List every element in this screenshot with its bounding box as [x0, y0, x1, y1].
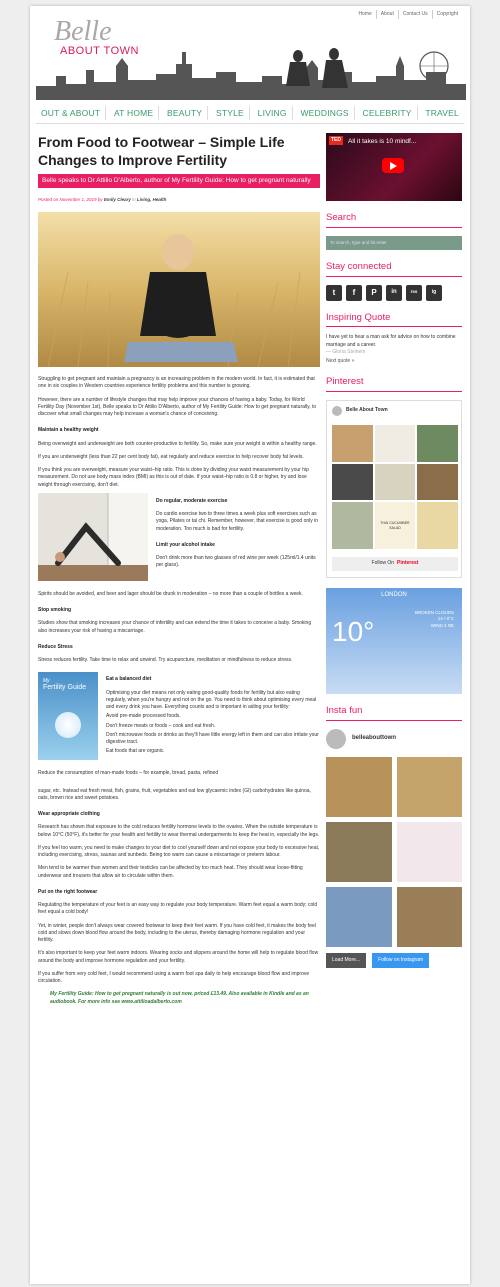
paragraph: If you feel too warm, you need to make changes to your diet to cool yourself down and not expose your body to excessive heat, including exercising, stress, saunas and sunbeds. Being too warm can cause a miscarriage or preterm labour.: [38, 844, 320, 859]
search-title: Search: [326, 211, 462, 228]
top-link-contact[interactable]: Contact Us: [398, 10, 432, 19]
page: [30, 6, 470, 1284]
paragraph: Don't drink more than two glasses of red wine per week (125ml/1.4 units per glass).: [156, 555, 316, 569]
paragraph: Research has shown that exposure to the cold reduces fertility hormone levels to the ovaries. When the outside temperature is below 10°C (50°F), it's better for your health and fertility to wear thermal undergarments to keep the heat in, especially the legs.: [38, 824, 320, 838]
nav-at-home[interactable]: AT HOME: [109, 106, 159, 120]
paragraph: If you are underweight (less than 22 per cent body fat), eat regularly and reduce exercise to help recover body fat levels.: [38, 453, 304, 460]
weather-widget: [326, 588, 462, 694]
paragraph: Regulating the temperature of your feet is an easy way to regulate your body temperature. Warm feet equal a warm body; cold feet equal a cold body!: [38, 902, 318, 916]
avatar: [332, 406, 342, 416]
nav-living[interactable]: LIVING: [253, 106, 293, 120]
play-icon[interactable]: [382, 158, 404, 173]
paragraph: Men tend to be warmer than women and their testicles can be affected by too much heat. They should wear loose-fitting underwear and trousers that allow air to circulate within them.: [38, 865, 303, 879]
pinterest-brand: Pinterest: [397, 560, 419, 567]
social-links: [326, 285, 462, 301]
stay-connected-title: Stay connected: [326, 260, 462, 277]
article-body: [38, 376, 320, 1006]
pin-thumbnail[interactable]: [417, 425, 458, 462]
instagram-icon[interactable]: ig: [426, 285, 442, 301]
top-link-copyright[interactable]: Copyright: [432, 10, 462, 19]
paragraph: sugar, etc. Instead eat fresh meat, fish, grains, fruit, vegetables and eat low glycaemic index (GI) carbohydrates like quinoa, oats, brown rice and sweet potatoes.: [38, 787, 311, 801]
section-heading: Put on the right footwear: [38, 888, 98, 895]
yoga-pose-image: [38, 493, 148, 581]
paragraph: Being overweight and underweight are both counter-productive to fertility. So, make sure your weight is within a healthy range.: [38, 440, 317, 447]
section-heading: Stop smoking: [38, 607, 72, 614]
pin-thumbnail[interactable]: [332, 464, 373, 501]
logo-belle-text: Belle: [54, 16, 112, 47]
top-link-about[interactable]: About: [376, 10, 398, 19]
meta-in: in: [132, 197, 136, 203]
book-cover-title: My: [43, 678, 50, 685]
search-input[interactable]: To search, type and hit enter: [326, 236, 462, 250]
pinterest-account-name: Belle About Town: [346, 407, 388, 414]
paragraph: Do cardio exercise two to three times a week plus soft exercises such as yoga, Pilates or tai chi. Remember, however, that exercise is good only in moderation. Too much is bad for fertility.: [156, 511, 319, 532]
list-item: • Eat foods that are organic.: [58, 748, 320, 755]
youtube-video-embed[interactable]: [326, 133, 462, 201]
book-cover-image: [38, 672, 98, 760]
pin-thumbnail[interactable]: [417, 502, 458, 549]
pin-thumbnail[interactable]: [375, 464, 416, 501]
site-logo[interactable]: [54, 18, 174, 60]
section-heading: Eat a balanced diet: [106, 676, 152, 683]
book-promo[interactable]: My Fertility Guide: How to get pregnant naturally is out now, priced £13.49. Also available in Kindle and as an audiobook. For more info see www.attilioadalberto.com: [50, 991, 309, 1005]
quote-author: — Gloria Steinem: [326, 348, 366, 355]
nav-out-about[interactable]: OUT & ABOUT: [36, 106, 106, 120]
instagram-buttons: [326, 953, 462, 968]
pin-thumbnail[interactable]: [417, 464, 458, 501]
insta-photo[interactable]: [397, 757, 463, 817]
weather-cond-line: 14 / 8°C: [437, 616, 454, 622]
nav-travel[interactable]: TRAVEL: [425, 107, 459, 118]
pinterest-pin-grid: [332, 425, 458, 549]
pin-thumbnail[interactable]: THAI CUCUMBER SALAD: [375, 502, 416, 549]
hero-image-pregnant-woman: [38, 212, 320, 367]
pinterest-icon[interactable]: P: [366, 285, 382, 301]
next-quote-link[interactable]: Next quote »: [326, 358, 355, 365]
weather-temp: 10°: [332, 616, 375, 648]
insta-photo[interactable]: [326, 822, 392, 882]
instagram-grid: [326, 757, 462, 947]
linkedin-icon[interactable]: in: [386, 285, 402, 301]
article-title: From Food to Footwear – Simple Life Changes to Improve Fertility: [38, 134, 285, 168]
list-item: • Avoid pre-made processed foods.: [58, 713, 320, 720]
weather-city: LONDON: [381, 592, 407, 599]
main-nav: [36, 102, 464, 124]
nav-style[interactable]: STYLE: [211, 106, 250, 120]
list-item: • Don't freeze meats or foods – cook and eat fresh.: [58, 723, 320, 730]
pin-thumbnail[interactable]: [375, 425, 416, 462]
twitter-icon[interactable]: t: [326, 285, 342, 301]
weather-cond-line: BROKEN CLOUDS: [414, 610, 454, 616]
follow-on-label: Follow On: [371, 560, 395, 567]
paragraph: Studies show that smoking increases your chance of infertility and can extend the time it takes to conceive a baby. Smoking also increases your risk of having a miscarriage.: [38, 620, 312, 634]
insta-photo[interactable]: [397, 822, 463, 882]
pinterest-widget: [326, 400, 462, 578]
insta-photo[interactable]: [326, 757, 392, 817]
load-more-button[interactable]: Load More...: [326, 953, 366, 968]
category-link[interactable]: Living, Health: [136, 197, 167, 203]
insta-fun-title: Insta fun: [326, 704, 462, 721]
book-cover-title: Fertility Guide: [43, 684, 87, 692]
section-heading: Reduce Stress: [38, 643, 73, 650]
article-meta: [38, 197, 320, 204]
top-link-home[interactable]: Home: [358, 11, 372, 17]
pin-thumbnail[interactable]: [332, 502, 373, 549]
top-links: [354, 10, 462, 19]
nav-celebrity[interactable]: CELEBRITY: [358, 106, 418, 120]
author-link[interactable]: Emily Cleary: [103, 197, 131, 203]
inspiring-quote-title: Inspiring Quote: [326, 311, 462, 328]
posted-date: Posted on November 1, 2019 by: [38, 197, 103, 203]
paragraph: If you think you are overweight, measure your waist–hip ratio. This is done by dividing your waist measurement by your hip measurement. Do not use body mass index (BMI) as this is out of date. If your waist–hip ratio is 0.8 or higher, try and lose weight through exercising, don't diet.: [38, 467, 309, 488]
paragraph: It's also important to keep your feet warm indoors. Wearing socks and slippers around the home will help to regulate blood flow around the body and improve hormone regulation and your fertility.: [38, 950, 319, 964]
avatar: [326, 729, 346, 749]
paragraph: However, there are a number of lifestyle changes that may help improve your chances of having a baby. Today, for World Fertility Day (November 1st), Belle speaks to Dr Attilio D'Alberto, author of My Fertility Guide: How to get pregnant naturally, to discover what small changes may help increase a woman's chance of conceiving.: [38, 396, 317, 418]
article-subhead: Belle speaks to Dr Attilio D'Alberto, author of My Fertility Guide: How to get pregnant naturally: [38, 174, 320, 188]
logo-about-town-text: ABOUT TOWN: [60, 45, 139, 57]
quote-text: I have yet to hear a man ask for advice on how to combine marriage and a career.: [326, 334, 456, 348]
paragraph: Yet, in winter, people don't always wear covered footwear to keep their feet warm. If you have cold feet, it makes the body feel cold and slows down blood flow around the body, including to the uterus, thereby damaging hormone regulation and your fertility.: [38, 922, 316, 944]
nav-beauty[interactable]: BEAUTY: [162, 106, 208, 120]
section-heading: Do regular, moderate exercise: [156, 497, 228, 504]
paragraph: Stress reduces fertility. Take time to relax and unwind. Try acupuncture, meditation or mindfulness to reduce stress.: [38, 657, 293, 664]
list-item: • Don't microwave foods or drinks as they'll have little energy left in them and can also irritate your digestive tract.: [58, 732, 320, 747]
instagram-username: belleabouttown: [352, 735, 396, 742]
inspiring-quote: [326, 334, 462, 365]
pinterest-follow-button[interactable]: [332, 557, 458, 571]
pin-thumbnail[interactable]: [332, 425, 373, 462]
paragraph: Reduce the consumption of man-made foods – for example, bread, pasta, refined: [38, 770, 219, 777]
weather-conditions: [415, 610, 454, 629]
facebook-icon[interactable]: f: [346, 285, 362, 301]
pinterest-header[interactable]: [327, 401, 461, 421]
insta-photo[interactable]: [326, 887, 392, 947]
paragraph: Spirits should be avoided, and beer and lager should be drunk in moderation – no more than a couple of bottles a week.: [38, 590, 303, 597]
section-heading: Maintain a healthy weight: [38, 427, 99, 434]
weather-cond-line: WIND 4 NE: [430, 622, 454, 628]
follow-instagram-button[interactable]: Follow on Instagram: [372, 953, 429, 968]
paragraph: Optimising your diet means not only eating good-quality foods for fertility but also eating regularly, when you're hungry and not on the go. You need to think about optimising every meal and every drink you have. Everything counts and is important in aiding your fertility:: [106, 689, 317, 711]
video-title: All it takes is 10 mindf...: [348, 138, 417, 145]
pinterest-title: Pinterest: [326, 375, 462, 392]
instagram-header[interactable]: [326, 729, 462, 749]
paragraph: Struggling to get pregnant and maintain a pregnancy is an increasing problem in the modern world. In fact, it is estimated that one in six couples in Western countries experience fertility problems and this number is growing.: [38, 376, 315, 390]
ted-badge: TED: [329, 136, 343, 145]
section-heading: Wear appropriate clothing: [38, 811, 100, 818]
insta-photo[interactable]: [397, 887, 463, 947]
paragraph: If you suffer from very cold feet, I would recommend using a warm foot spa daily to help encourage blood flow and improve circulation.: [38, 970, 310, 985]
sidebar: [326, 133, 462, 968]
section-heading: Limit your alcohol intake: [156, 541, 215, 548]
nav-weddings[interactable]: WEDDINGS: [295, 106, 354, 120]
article: [38, 134, 320, 1006]
rss-icon[interactable]: rss: [406, 285, 422, 301]
